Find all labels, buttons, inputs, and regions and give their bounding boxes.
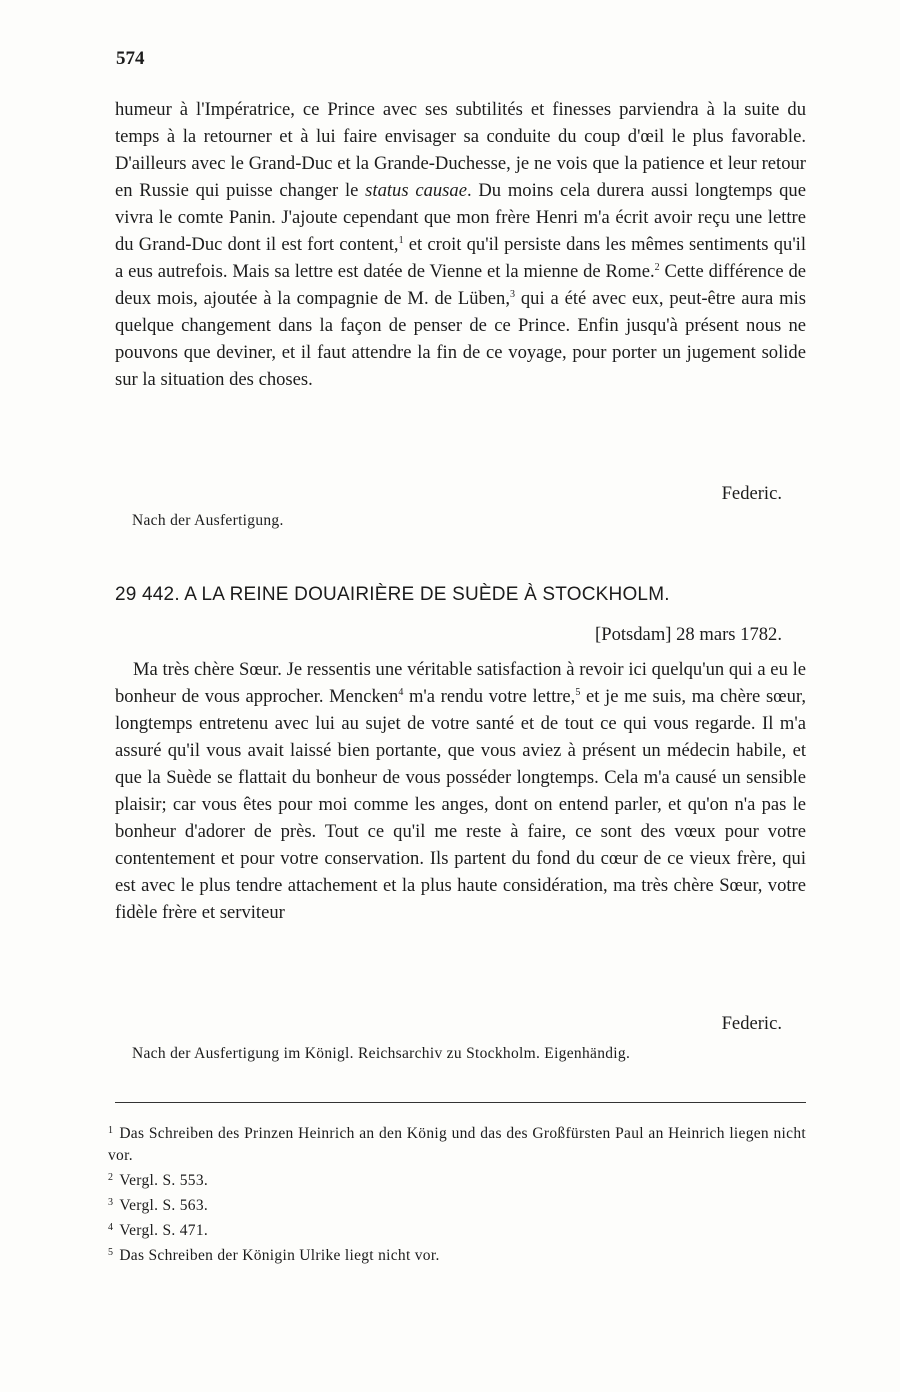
footnote-text: Vergl. S. 553. [119,1172,209,1189]
footnote-number: 1 [108,1125,114,1136]
footnote-ref-4: 4 [398,687,404,698]
footnote-4 [108,1217,806,1242]
letter-1-text: humeur à l'Impératrice, ce Prince avec ses subtilités et finesses parviendra à la suite du temps à la retourner et à lui faire envisager sa conduite du coup d'œil le plus favorable. D'ailleurs avec le Grand-Duc et la Grande-Duchesse, je ne vois que la patience et leur retour en Russie qui puisse changer le [115,99,806,201]
footnote-number: 3 [108,1197,114,1208]
letter-2-paragraph [115,656,806,926]
footnote-number: 5 [108,1247,114,1258]
letter-1-text: . Du moins cela durera aussi longtemps que vivra le comte Panin. J'ajoute cependant que mon frère Henri m'a écrit avoir reçu une lettre du Grand-Duc dont il est fort content, [115,180,806,255]
letter-1-emphasis: status causae [365,180,467,201]
letter-1-text: et croit qu'il persiste dans les mêmes sentiments qu'il a eus autrefois. Mais sa lettre est datée de Vienne et la mienne de Rome. [115,234,806,282]
letter-1-text: qui a été avec eux, peut-être aura mis quelque changement dans la façon de penser de ce Prince. Enfin jusqu'à présent nous ne pouvons que deviner, et il faut attendre la fin de ce voyage, pour porter un jugement solide sur la situation des choses. [115,288,806,390]
footnote-text: Vergl. S. 563. [119,1197,209,1214]
letter-2-signature: Federic. [721,1013,782,1034]
letter-2-source-note: Nach der Ausfertigung im Königl. Reichsarchiv zu Stockholm. Eigenhändig. [132,1045,631,1062]
letter-2-heading: 29 442. A LA REINE DOUAIRIÈRE DE SUÈDE À STOCKHOLM. [115,584,670,605]
letter-1-source-note: Nach der Ausfertigung. [132,512,284,529]
letter-2-text: Ma très chère Sœur. Je ressentis une véritable satisfaction à revoir ici quelqu'un qui a eu le bonheur de vous approcher. Mencken [115,659,806,707]
footnote-ref-1: 1 [398,235,404,246]
letter-2-text: m'a rendu votre lettre, [403,686,576,707]
footnote-divider [115,1102,806,1103]
footnote-5 [108,1242,806,1267]
footnotes [108,1120,806,1267]
letter-1-body [115,96,806,393]
footnote-ref-2: 2 [654,262,660,273]
footnote-number: 4 [108,1222,114,1233]
footnote-text: Das Schreiben des Prinzen Heinrich an den König und das des Großfürsten Paul an Heinrich liegen nicht vor. [108,1125,806,1164]
footnote-number: 2 [108,1172,114,1183]
letter-1-text: Cette différence de deux mois, ajoutée à la compagnie de M. de Lüben, [115,261,806,309]
footnote-text: Das Schreiben der Königin Ulrike liegt nicht vor. [119,1247,440,1264]
footnote-ref-5: 5 [575,687,581,698]
letter-2-body [115,656,806,926]
letter-1-signature: Federic. [721,483,782,504]
footnote-3 [108,1192,806,1217]
letter-1-paragraph [115,96,806,393]
letter-2-dateline: [Potsdam] 28 mars 1782. [595,624,782,645]
letter-2-text: et je me suis, ma chère sœur, longtemps entretenu avec lui au sujet de votre santé et de tout ce qui vous regarde. Il m'a assuré qu'il vous avait laissé bien portante, que vous aviez à présent un médecin habile, et que la Suède se flattait du bonheur de vous posséder longtemps. Cela m'a causé un sensible plaisir; car vous êtes pour moi comme les anges, dont on entend parler, et qu'on n'a pas le bonheur d'adorer de près. Tout ce qu'il me reste à faire, ce sont des vœux pour votre contentement et pour votre conservation. Ils partent du fond du cœur de ce vieux frère, qui est avec le plus tendre attachement et la plus haute considération, ma très chère Sœur, votre fidèle frère et serviteur [115,686,806,923]
page-number: 574 [116,48,145,69]
footnote-2 [108,1167,806,1192]
footnote-ref-3: 3 [510,289,515,300]
footnote-text: Vergl. S. 471. [119,1222,209,1239]
footnote-1 [108,1120,806,1167]
